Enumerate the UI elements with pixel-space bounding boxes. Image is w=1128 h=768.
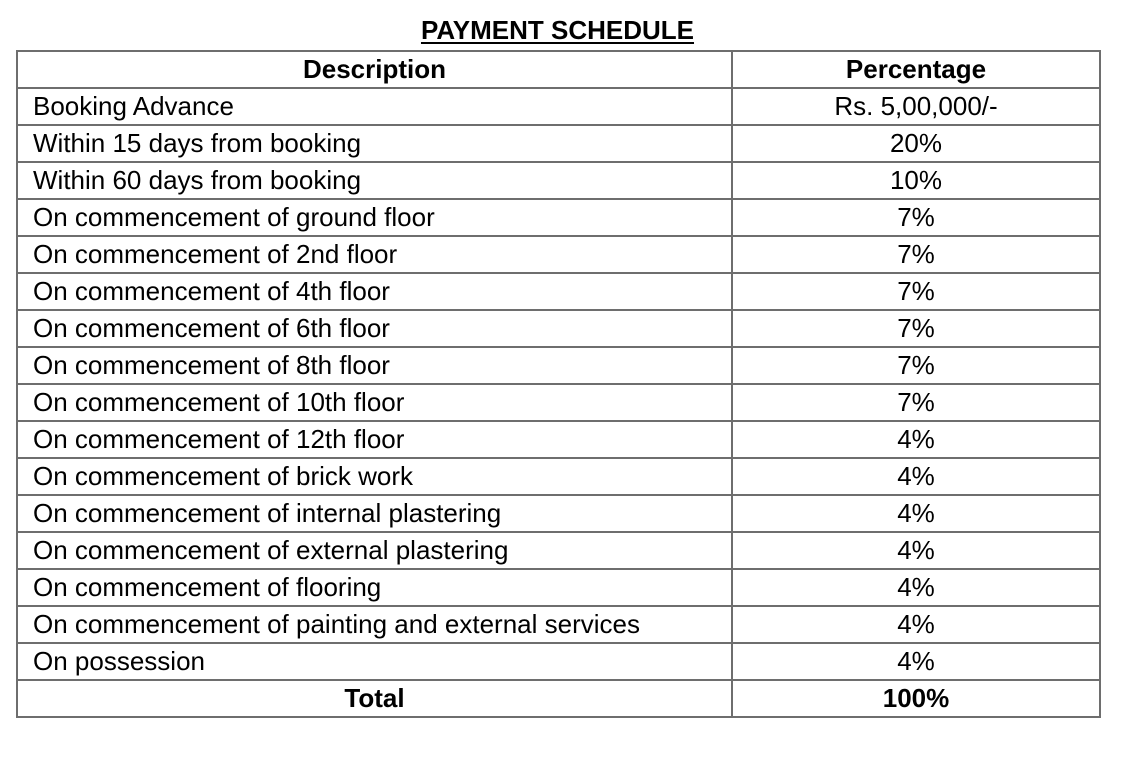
row-description: Within 15 days from booking xyxy=(17,125,732,162)
row-description: On commencement of 12th floor xyxy=(17,421,732,458)
row-description: On commencement of 6th floor xyxy=(17,310,732,347)
row-description: Within 60 days from booking xyxy=(17,162,732,199)
row-percentage: 7% xyxy=(732,236,1100,273)
total-label: Total xyxy=(17,680,732,717)
row-description: On commencement of painting and external services xyxy=(17,606,732,643)
row-description: On commencement of 10th floor xyxy=(17,384,732,421)
table-row xyxy=(17,458,1100,495)
row-percentage: 4% xyxy=(732,532,1100,569)
column-header-percentage: Percentage xyxy=(732,51,1100,88)
table-row xyxy=(17,199,1100,236)
table-row xyxy=(17,606,1100,643)
row-percentage: 7% xyxy=(732,199,1100,236)
row-percentage: 4% xyxy=(732,458,1100,495)
table-row xyxy=(17,88,1100,125)
row-percentage: 7% xyxy=(732,310,1100,347)
row-description: On commencement of 8th floor xyxy=(17,347,732,384)
row-percentage: 4% xyxy=(732,606,1100,643)
total-value: 100% xyxy=(732,680,1100,717)
row-percentage: 4% xyxy=(732,569,1100,606)
row-percentage: 7% xyxy=(732,347,1100,384)
page-title-text: PAYMENT SCHEDULE xyxy=(420,15,695,45)
row-description: Booking Advance xyxy=(17,88,732,125)
row-percentage: 20% xyxy=(732,125,1100,162)
table-row xyxy=(17,125,1100,162)
row-percentage: 7% xyxy=(732,273,1100,310)
row-percentage: 10% xyxy=(732,162,1100,199)
row-percentage: 7% xyxy=(732,384,1100,421)
table-row xyxy=(17,347,1100,384)
row-description: On possession xyxy=(17,643,732,680)
row-percentage: 4% xyxy=(732,643,1100,680)
table-row xyxy=(17,495,1100,532)
row-description: On commencement of external plastering xyxy=(17,532,732,569)
table-row xyxy=(17,532,1100,569)
row-description: On commencement of 2nd floor xyxy=(17,236,732,273)
page-title xyxy=(0,13,1115,47)
table-row xyxy=(17,421,1100,458)
table-row xyxy=(17,569,1100,606)
row-description: On commencement of 4th floor xyxy=(17,273,732,310)
payment-schedule-table xyxy=(16,50,1101,718)
row-description: On commencement of internal plastering xyxy=(17,495,732,532)
row-percentage: 4% xyxy=(732,495,1100,532)
table-row xyxy=(17,643,1100,680)
table-row xyxy=(17,310,1100,347)
row-percentage: Rs. 5,00,000/- xyxy=(732,88,1100,125)
row-percentage: 4% xyxy=(732,421,1100,458)
table-row xyxy=(17,384,1100,421)
row-description: On commencement of ground floor xyxy=(17,199,732,236)
table-row xyxy=(17,273,1100,310)
row-description: On commencement of brick work xyxy=(17,458,732,495)
column-header-description: Description xyxy=(17,51,732,88)
table-header-row xyxy=(17,51,1100,88)
table-row xyxy=(17,236,1100,273)
total-row xyxy=(17,680,1100,717)
row-description: On commencement of flooring xyxy=(17,569,732,606)
table-row xyxy=(17,162,1100,199)
